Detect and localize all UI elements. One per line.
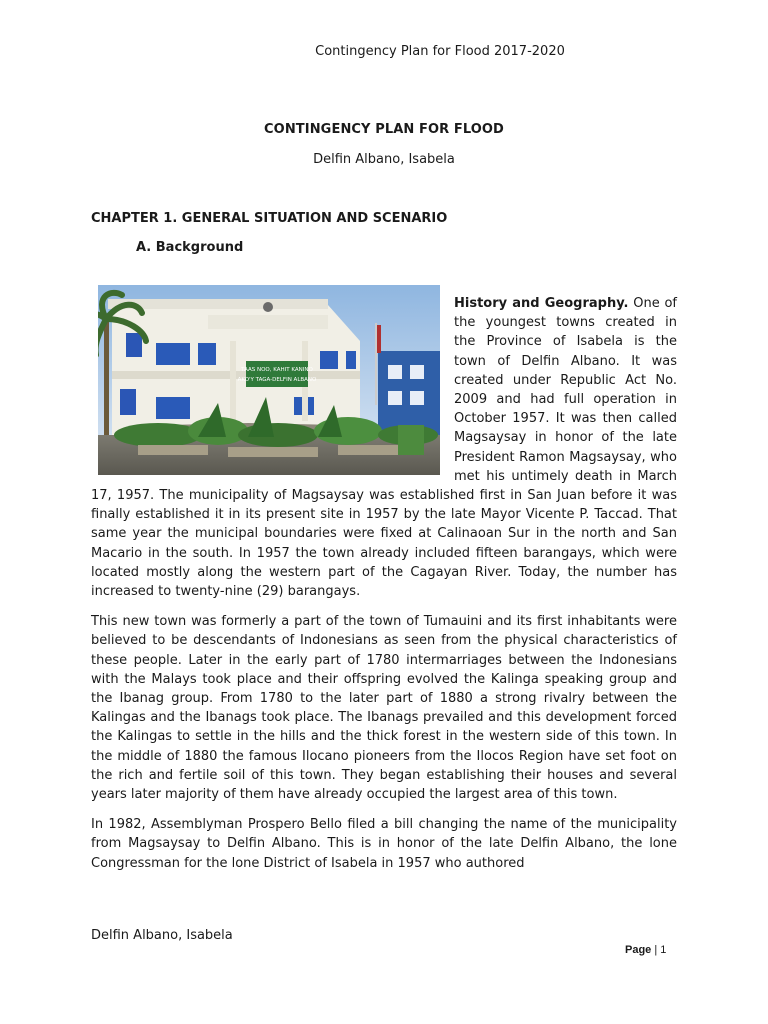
municipal-hall-photo [98, 285, 440, 475]
page-label: Page [625, 944, 652, 956]
body-text [91, 294, 677, 884]
section-heading: A. Background [136, 240, 244, 255]
paragraph-run-in-heading: History and Geography. [454, 296, 629, 311]
sign-text-line1: TAAS NOO, KAHIT KANINO [241, 367, 313, 373]
paragraph-inhabitants: This new town was formerly a part of the town of Tumauini and its first inhabitants were believed to be descendants of Indonesians as seen from the physical characteristics of these people. Later in the early part of 1780 intermarriages between the Indonesians with the Malays took place and their offspring evolved the Kalinga speaking group and the Ibanag group. From 1780 to the later part of 1880 a strong rivalry between the Kalingas and the Ibanags took place. The Ibanags prevailed and this development forced the Kalingas to settle in the hills and the thick forest in the western side of this town. In the middle of 1880 the famous Ilocano pioneers from the Ilocos Region have set foot on the rich and fertile soil of this town. They began establishing their houses and several years later majority of them have already occupied the largest area of this town. [91, 614, 677, 803]
running-header: Contingency Plan for Flood 2017-2020 [315, 44, 565, 59]
footer-location: Delfin Albano, Isabela [91, 928, 233, 943]
sign-text-line2: AKO'Y TAGA-DELFIN ALBANO [237, 377, 317, 383]
paragraph-renaming: In 1982, Assemblyman Prospero Bello filed a bill changing the name of the municipality from Magsaysay to Delfin Albano. This is in honor of the late Delfin Albano, the lone Congressman for the lone District of Isabela in 1957 who authored [91, 817, 677, 871]
paragraph-text: One of the youngest towns created in the Province of Isabela is the town of Delfin Albano. It was created under Republic Act No. 2009 and had full operation in October 1957. It was then called Magsaysay in honor of the late President Ramon Magsaysay, who met his untimely death in March 17, 1957. The municipality of Magsaysay was established first in San Juan before it was finally established it in its present site in 1957 by the late Mayor Vicente P. Taccad. That same year the municipal boundaries were fixed at Calinaoan Sur in the north and San Macario in the south. In 1957 the town already included fifteen barangays, which were located mostly along the western part of the Cagayan River. Today, the number has increased to twenty-nine (29) barangays. [91, 296, 677, 600]
document-subtitle: Delfin Albano, Isabela [313, 152, 455, 167]
page-number [625, 944, 666, 956]
page-separator: | [651, 944, 661, 956]
document-title: CONTINGENCY PLAN FOR FLOOD [264, 122, 504, 137]
chapter-heading: CHAPTER 1. GENERAL SITUATION AND SCENARIO [91, 211, 448, 226]
page-number-value: 1 [660, 944, 667, 956]
